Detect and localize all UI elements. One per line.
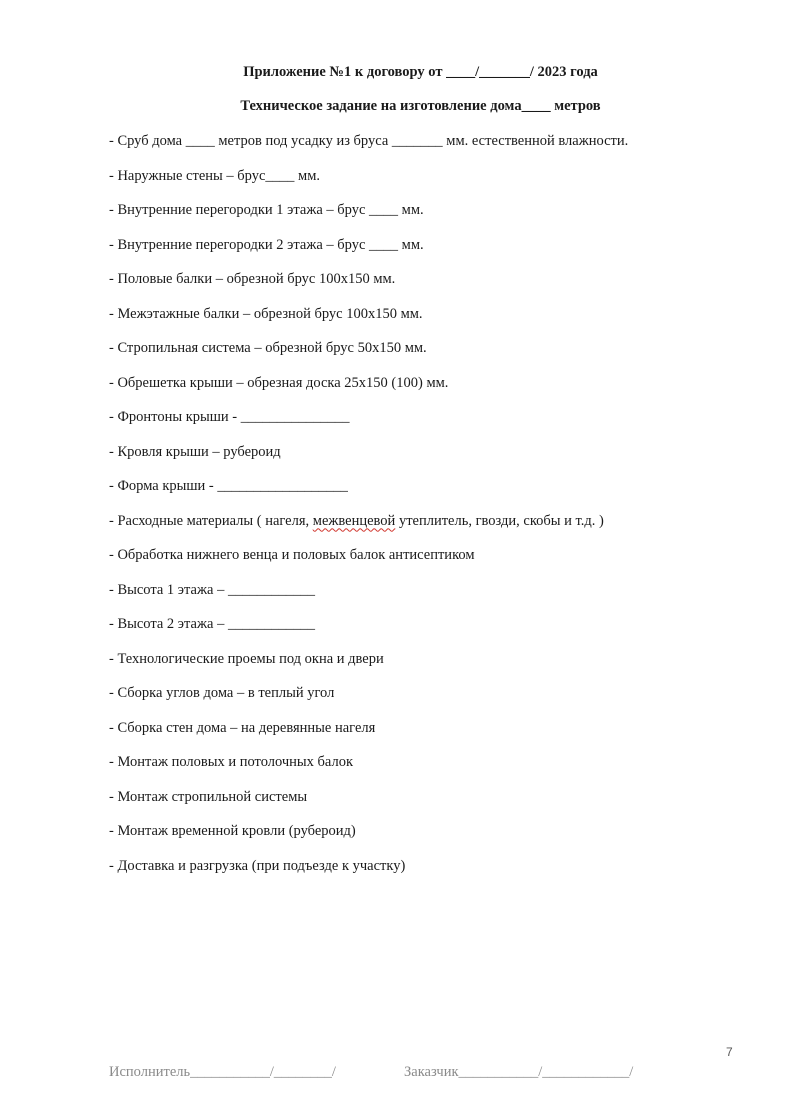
footer-customer-signature: Заказчик___________/____________/ (404, 1064, 634, 1080)
list-item: - Внутренние перегородки 1 этажа – брус ____ мм. (109, 202, 424, 218)
list-item: - Обрешетка крыши – обрезная доска 25х150 (100) мм. (109, 374, 449, 391)
consumables-text-after: утеплитель, гвозди, скобы и т.д. ) (395, 512, 604, 529)
list-item-consumables (109, 512, 628, 547)
list-item: - Стропильная система – обрезной брус 50х150 мм. (109, 340, 427, 356)
footer-executor-signature: Исполнитель___________/________/ (109, 1064, 336, 1080)
list-item: - Монтаж временной кровли (рубероид) (109, 823, 356, 839)
list-item: - Обработка нижнего венца и половых балок антисептиком (109, 547, 475, 563)
document-subtitle: Техническое задание на изготовление дома____ метров (240, 98, 601, 114)
list-item: - Сборка стен дома – на деревянные нагеля (109, 719, 376, 736)
page-number: 7 (726, 1045, 733, 1059)
spec-list (109, 132, 628, 891)
list-item: - Высота 1 этажа – ____________ (109, 581, 315, 598)
list-item: - Монтаж половых и потолочных балок (109, 754, 354, 770)
misspelled-word: межвенцевой (312, 512, 396, 529)
list-item: - Кровля крыши – рубероид (109, 443, 281, 460)
list-item: - Сруб дома ____ метров под усадку из бруса _______ мм. естественной влажности. (109, 133, 629, 149)
list-item: - Сборка углов дома – в теплый угол (109, 685, 335, 701)
consumables-text-before: - Расходные материалы ( нагеля, (109, 512, 313, 529)
list-item: - Наружные стены – брус____ мм. (109, 167, 320, 184)
list-item: - Фронтоны крыши - _______________ (109, 409, 350, 425)
list-item: - Технологические проемы под окна и двери (109, 650, 384, 667)
document-title: Приложение №1 к договору от ____/_______/ 2023 года (243, 64, 598, 80)
list-item: - Форма крыши - __________________ (109, 478, 348, 494)
list-item: - Половые балки – обрезной брус 100х150 мм. (109, 271, 396, 287)
list-item: - Высота 2 этажа – ____________ (109, 616, 315, 632)
list-item: - Межэтажные балки – обрезной брус 100х150 мм. (109, 305, 423, 322)
list-item: - Монтаж стропильной системы (109, 788, 308, 805)
list-item: - Доставка и разгрузка (при подъезде к участку) (109, 857, 406, 874)
list-item: - Внутренние перегородки 2 этажа – брус ____ мм. (109, 236, 424, 253)
